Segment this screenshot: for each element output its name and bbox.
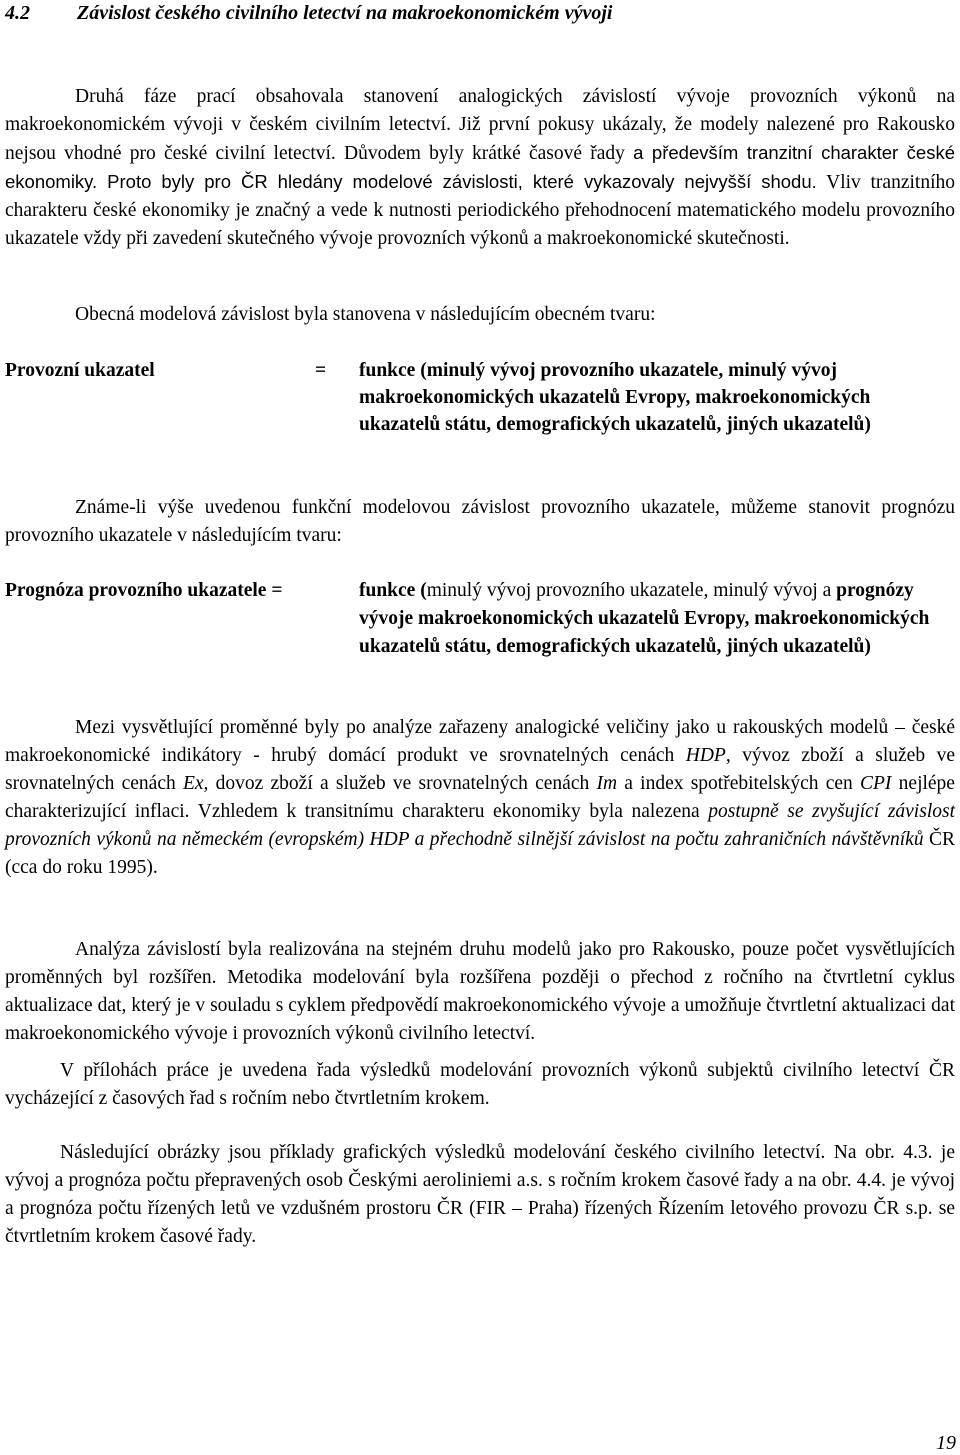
paragraph-variables-text3: dovoz zboží a služeb ve srovnatelných cenách bbox=[208, 773, 597, 794]
formula-general-left: Provozní ukazatel bbox=[5, 360, 155, 381]
paragraph-variables bbox=[5, 714, 955, 882]
paragraph-forecast-intro: Známe-li výše uvedenou funkční modelovou závislost provozního ukazatele, můžeme stanovit prognózu provozního ukazatele v následujícím tvaru: bbox=[5, 497, 955, 546]
paragraph-appendix: V přílohách práce je uvedena řada výsledků modelování provozních výkonů subjektů civilního letectví ČR vycházející z časových řad s ročním nebo čtvrtletním krokem. bbox=[5, 1060, 955, 1109]
formula-forecast-func: funkce ( bbox=[359, 580, 427, 601]
paragraph-variables-text1: Mezi vysvětlující proměnné byly po analýze zařazeny analogické veličiny jako u rakouských modelů – české makroekonomické indikátory - hrubý domácí produkt ve srovnatelných cenách bbox=[5, 717, 955, 766]
paragraph-intro-part1: Druhá fáze prací obsahovala stanovení analogických závislostí vývoje provozních výkonů na makroekonomickém vývoji v českém civilním letectví. Již první pokusy ukázaly, že modely nalezené pro Rakousko nejsou vhodné pro české civilní letectví. Důvodem byly krátké časové řady bbox=[5, 86, 955, 164]
formula-general bbox=[5, 357, 955, 438]
formula-forecast-normal: minulý vývoj provozního ukazatele, minulý vývoj a bbox=[426, 580, 837, 601]
paragraph-intro-part3: Vliv tranzitního charakteru české ekonomiky je značný a vede k nutnosti periodického přehodnocení matematického modelu provozního ukazatele vždy při zavedení skutečného vývoje provozních výkonů a makroekonomické skutečnosti. bbox=[5, 172, 955, 249]
section-number: 4.2 bbox=[5, 2, 30, 24]
formula-forecast-left: Prognóza provozního ukazatele = bbox=[5, 580, 283, 601]
paragraph-variables-text5: nejlépe charakterizující inflaci. Vzhledem k transitnímu charakteru ekonomiky byla nalezena bbox=[5, 773, 955, 822]
term-cpi: CPI bbox=[860, 773, 892, 794]
page-number: 19 bbox=[936, 1432, 956, 1454]
paragraph-general-form: Obecná modelová závislost byla stanovena v následujícím obecném tvaru: bbox=[75, 304, 656, 325]
paragraph-variables-text4: a index spotřebitelských cen bbox=[617, 773, 861, 794]
paragraph-intro-part2: a především tranzitní charakter české ekonomiky. Proto byly pro ČR hledány modelové závislosti, které vykazovaly nejvyšší shodu. bbox=[5, 142, 955, 192]
formula-general-equals: = bbox=[315, 360, 327, 381]
formula-forecast bbox=[5, 577, 955, 661]
formula-forecast-bold: prognózy vývoje makroekonomických ukazatelů Evropy, makroekonomických ukazatelů státu, demografických ukazatelů, jiných ukazatelů) bbox=[359, 580, 930, 657]
formula-forecast-right bbox=[359, 577, 955, 661]
term-hdp: HDP bbox=[685, 745, 726, 766]
formula-general-right: funkce (minulý vývoj provozního ukazatele, minulý vývoj makroekonomických ukazatelů Evropy, makroekonomických ukazatelů státu, demografických ukazatelů, jiných ukazatelů) bbox=[359, 360, 871, 435]
term-ex: Ex, bbox=[182, 773, 209, 794]
paragraph-analysis: Analýza závislostí byla realizována na stejném druhu modelů jako pro Rakousko, pouze počet vysvětlujících proměnných byl rozšířen. Metodika modelování byla rozšířena později o přechod z ročního na čtvrtletní cyklus aktualizace dat, který je v souladu s cyklem předpovědí makroekonomického vývoje a umožňuje čtvrtletní aktualizaci dat makroekonomického vývoje i provozních výkonů civilního letectví. bbox=[5, 939, 955, 1044]
term-im: Im bbox=[596, 773, 618, 794]
paragraph-figures: Následující obrázky jsou příklady grafických výsledků modelování českého civilního letectví. Na obr. 4.3. je vývoj a prognóza počtu přepravených osob Českými aeroliniemi a.s. s ročním krokem časové řady a na obr. 4.4. je vývoj a prognóza počtu řízených letů ve vzdušném prostoru ČR (FIR – Praha) řízených Řízením letového provozu ČR s.p. se čtvrtletním krokem časové řady. bbox=[5, 1142, 955, 1247]
paragraph-variables-text2: , vývoz zboží a služeb ve srovnatelných cenách bbox=[5, 745, 955, 794]
paragraph-variables-italic: postupně se zvyšující závislost provozních výkonů na německém (evropském) HDP a přechodně silnější závislost na počtu zahraničních návštěvníků bbox=[5, 801, 955, 850]
paragraph-variables-text6: ČR (cca do roku 1995). bbox=[5, 829, 956, 878]
section-heading bbox=[5, 2, 612, 25]
paragraph-intro bbox=[5, 83, 955, 253]
section-title: Závislost českého civilního letectví na makroekonomickém vývoji bbox=[77, 2, 613, 24]
